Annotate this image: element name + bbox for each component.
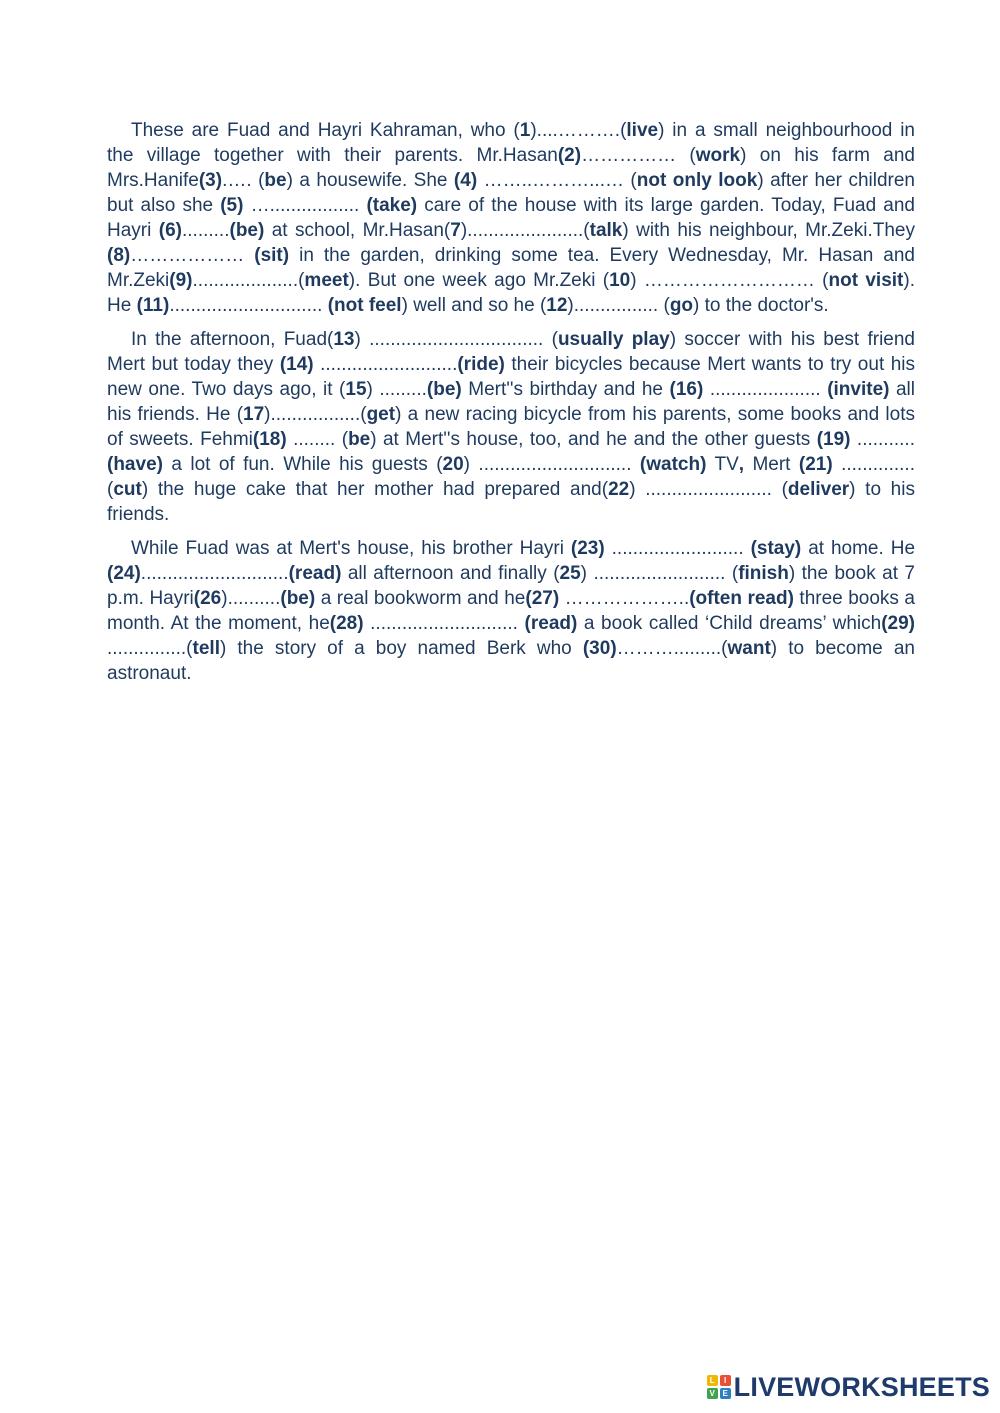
text-segment: ) ……………………… ( <box>630 270 829 291</box>
text-segment: )....……….( <box>530 120 627 141</box>
paragraph-1 <box>107 118 915 318</box>
text-segment: ……….........( <box>616 638 728 659</box>
prompt-segment: (take) <box>366 195 418 216</box>
prompt-segment: tell <box>192 638 220 659</box>
text-segment: ...............( <box>107 638 193 659</box>
text-segment: ). But one week ago Mr.Zeki ( <box>348 270 610 291</box>
prompt-segment: (6) <box>158 220 182 241</box>
text-segment: ) a housewife. She <box>286 170 454 191</box>
text-segment: )......................( <box>460 220 590 241</box>
prompt-segment: (stay) <box>750 538 802 559</box>
text-segment: ........... <box>850 429 915 450</box>
logo-mark-tile: V <box>707 1388 718 1399</box>
prompt-segment: (not feel <box>327 295 402 316</box>
prompt-segment: (have) <box>107 454 163 475</box>
text-segment: ) ................................. ( <box>354 329 558 350</box>
prompt-segment: 22 <box>608 479 630 500</box>
liveworksheets-logo <box>707 1369 990 1405</box>
text-segment: ). He <box>107 270 915 316</box>
text-segment: at school, Mr.Hasan( <box>264 220 451 241</box>
text-segment: …………… ( <box>581 145 696 166</box>
text-segment: ……..………...… ( <box>477 170 637 191</box>
text-segment: ).................( <box>264 404 367 425</box>
text-segment: their bicycles because Mert wants to try out his new one. Two days ago, it ( <box>107 354 916 400</box>
prompt-segment: 12 <box>546 295 568 316</box>
text-segment: ) the book at 7 p.m. Hayri <box>107 563 915 609</box>
logo-text: LIVEWORKSHEETS <box>733 1371 990 1402</box>
text-segment: ) to become an astronaut. <box>107 638 915 684</box>
prompt-segment: (11) <box>136 295 170 316</box>
prompt-segment: work <box>695 145 741 166</box>
text-segment: all his friends. He ( <box>107 379 915 425</box>
prompt-segment: (be) <box>426 379 462 400</box>
prompt-segment: get <box>366 404 396 425</box>
prompt-segment: (18) <box>252 429 287 450</box>
prompt-segment: meet <box>304 270 349 291</box>
text-segment: ) in a small neighbourhood in the village together with their parents. Mr.Hasan <box>107 120 915 166</box>
text-segment: ……………….. <box>559 588 690 609</box>
prompt-segment: 25 <box>559 563 581 584</box>
text-segment: ............................ <box>363 613 525 634</box>
prompt-segment: (4) <box>453 170 478 191</box>
text-segment: ) at Mert''s house, too, and he and the other guests <box>370 429 817 450</box>
paragraph-2 <box>107 327 915 527</box>
text-segment: TV <box>706 454 739 475</box>
logo-mark-tile: L <box>707 1375 718 1386</box>
text-segment: ).......... <box>221 588 281 609</box>
prompt-segment: deliver <box>787 479 850 500</box>
prompt-segment: cut <box>113 479 142 500</box>
prompt-segment: 1 <box>519 120 531 141</box>
text-segment: ) the story of a boy named Berk who <box>219 638 583 659</box>
prompt-segment: go <box>669 295 694 316</box>
text-segment: ) well and so he ( <box>401 295 547 316</box>
prompt-segment: (sit) <box>254 245 290 266</box>
text-segment: ) with his neighbour, Mr.Zeki.They <box>622 220 915 241</box>
text-segment: care of the house with its large garden. Today, Fuad and Hayri <box>107 195 915 241</box>
prompt-segment: usually play <box>557 329 670 350</box>
text-segment: In the afternoon, Fuad( <box>131 329 334 350</box>
text-segment: )................ ( <box>567 295 670 316</box>
prompt-segment: 20 <box>442 454 464 475</box>
prompt-segment: live <box>626 120 659 141</box>
text-segment: ) on his farm and Mrs.Hanife <box>107 145 915 191</box>
prompt-segment: (30) <box>582 638 617 659</box>
text-segment: three books a month. At the moment, he <box>107 588 915 634</box>
text-segment: ) to the doctor's. <box>693 295 829 316</box>
text-segment: .......................... <box>313 354 458 375</box>
prompt-segment: 13 <box>333 329 355 350</box>
text-segment: ) ........................ ( <box>629 479 788 500</box>
prompt-segment: (9) <box>169 270 193 291</box>
prompt-segment: want <box>727 638 771 659</box>
text-segment: …................. <box>243 195 367 216</box>
text-segment: ) the huge cake that her mother had prepared and( <box>141 479 609 500</box>
text-segment: .…. ( <box>222 170 265 191</box>
text-segment: ............................ <box>140 563 289 584</box>
prompt-segment: be <box>264 170 287 191</box>
text-segment: a lot of fun. While his guests ( <box>162 454 443 475</box>
text-segment: ) ......... <box>366 379 427 400</box>
text-segment: all afternoon and finally ( <box>341 563 560 584</box>
text-segment: Mert <box>744 454 799 475</box>
worksheet-text <box>107 118 915 695</box>
prompt-segment: , <box>738 454 745 475</box>
prompt-segment: be <box>348 429 371 450</box>
prompt-segment: (read) <box>288 563 342 584</box>
text-segment: ..................... <box>703 379 828 400</box>
prompt-segment: 10 <box>609 270 631 291</box>
prompt-segment: (29) <box>881 613 915 634</box>
prompt-segment: (21) <box>798 454 833 475</box>
prompt-segment: finish <box>738 563 789 584</box>
prompt-segment: (19) <box>816 429 851 450</box>
text-segment: a real bookworm and he <box>315 588 526 609</box>
prompt-segment: (14) <box>279 354 314 375</box>
prompt-segment: (16) <box>669 379 704 400</box>
prompt-segment: not visit <box>828 270 904 291</box>
prompt-segment: (23) <box>570 538 605 559</box>
logo-mark-tile: I <box>720 1375 731 1386</box>
paragraph-3 <box>107 536 915 686</box>
prompt-segment: (24) <box>107 563 141 584</box>
prompt-segment: talk <box>589 220 623 241</box>
prompt-segment: (28) <box>329 613 364 634</box>
text-segment: ......... <box>181 220 230 241</box>
text-segment: .............. ( <box>107 454 915 500</box>
text-segment: ....................( <box>192 270 305 291</box>
prompt-segment: 7 <box>450 220 461 241</box>
prompt-segment: (2) <box>557 145 582 166</box>
text-segment: in the garden, drinking some tea. Every Wednesday, Mr. Hasan and Mr.Zeki <box>107 245 915 291</box>
text-segment: ) a new racing bicycle from his parents, some books and lots of sweets. Fehmi <box>107 404 916 450</box>
text-segment: ) soccer with his best friend Mert but today they <box>107 329 916 375</box>
logo-mark-icon <box>707 1375 731 1399</box>
text-segment: ) ......................... ( <box>580 563 739 584</box>
prompt-segment: (invite) <box>827 379 890 400</box>
prompt-segment: 15 <box>345 379 367 400</box>
text-segment: These are Fuad and Hayri Kahraman, who ( <box>131 120 520 141</box>
text-segment: a book called ‘Child dreams’ which <box>577 613 882 634</box>
prompt-segment: (be) <box>229 220 265 241</box>
text-segment: ............................. <box>169 295 328 316</box>
prompt-segment: (8) <box>107 245 131 266</box>
text-segment: ........ ( <box>286 429 349 450</box>
prompt-segment: (often read) <box>689 588 794 609</box>
prompt-segment: (3) <box>198 170 223 191</box>
logo-mark-tile: E <box>720 1388 731 1399</box>
text-segment: ) ............................. <box>463 454 640 475</box>
text-segment: Mert''s birthday and he <box>461 379 670 400</box>
prompt-segment: (read) <box>524 613 578 634</box>
prompt-segment: not only look <box>636 170 758 191</box>
text-segment: While Fuad was at Mert's house, his brother Hayri <box>131 538 571 559</box>
text-segment: at home. He <box>801 538 916 559</box>
text-segment: ) to his friends. <box>107 479 915 525</box>
prompt-segment: (ride) <box>457 354 505 375</box>
text-segment: ) after her children but also she <box>107 170 915 216</box>
prompt-segment: (be) <box>280 588 316 609</box>
prompt-segment: (26 <box>193 588 222 609</box>
text-segment: ……………… <box>130 245 255 266</box>
text-segment: ......................... <box>604 538 751 559</box>
prompt-segment: 17 <box>243 404 265 425</box>
prompt-segment: (27) <box>525 588 560 609</box>
prompt-segment: (5) <box>220 195 244 216</box>
prompt-segment: (watch) <box>639 454 707 475</box>
